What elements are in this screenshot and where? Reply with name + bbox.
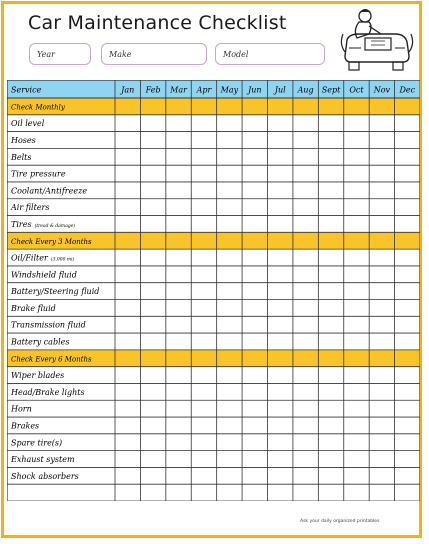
page-title: Car Maintenance Checklist xyxy=(28,12,287,34)
section-label: Check Every 3 Months xyxy=(11,237,92,246)
service-item-label: Brakes xyxy=(11,421,40,431)
service-item-label: Windshield fluid xyxy=(11,270,77,280)
month-header-apr: Apr xyxy=(196,85,212,95)
service-item-label: Air filters xyxy=(11,203,50,213)
model-field[interactable] xyxy=(215,43,325,65)
service-item-label: Oil level xyxy=(11,119,45,129)
month-header-oct: Oct xyxy=(349,85,364,95)
service-item-label: Battery cables xyxy=(11,337,70,347)
service-item-label: Head/Brake lights xyxy=(11,387,85,397)
month-header-aug: Aug xyxy=(297,85,314,95)
month-header-mar: Mar xyxy=(170,85,187,95)
service-item-label: Exhaust system xyxy=(11,455,75,465)
year-field[interactable] xyxy=(29,43,91,65)
make-field[interactable] xyxy=(101,43,207,65)
service-item-label: Coolant/Antifreeze xyxy=(11,186,88,196)
mechanic-car-logo-icon xyxy=(335,4,415,76)
footer-credit: Ask your daily organized printables xyxy=(300,519,380,524)
month-header-sept: Sept xyxy=(321,85,341,95)
section-label: Check Every 6 Months xyxy=(11,355,92,364)
month-header-jan: Jan xyxy=(121,85,135,95)
model-field-label: Model xyxy=(223,50,249,59)
service-item-label: Wiper blades xyxy=(11,371,65,381)
section-label: Check Monthly xyxy=(11,103,65,112)
month-header-jun: Jun xyxy=(248,85,262,95)
make-field-label: Make xyxy=(109,50,132,59)
service-item-label: Tires (tread & damage) xyxy=(11,219,76,229)
service-item-note: (3,000 mi) xyxy=(50,257,75,263)
month-header-nov: Nov xyxy=(373,85,391,95)
service-item-label: Spare tire(s) xyxy=(11,438,63,448)
service-item-label: Transmission fluid xyxy=(11,320,86,330)
service-item-label: Horn xyxy=(11,404,32,414)
month-header-may: May xyxy=(220,85,239,95)
year-field-label: Year xyxy=(37,50,55,59)
service-item-label: Hoses xyxy=(11,136,36,146)
month-header-jul: Jul xyxy=(274,85,286,95)
service-item-label: Oil/Filter (3,000 mi) xyxy=(11,253,75,263)
service-column-header: Service xyxy=(11,85,42,95)
section-row xyxy=(7,98,420,115)
month-header-dec: Dec xyxy=(399,85,416,95)
service-item-label: Brake fluid xyxy=(11,303,56,313)
service-item-note: (tread & damage) xyxy=(34,223,76,229)
month-header-feb: Feb xyxy=(145,85,161,95)
service-item-label: Belts xyxy=(11,152,32,162)
maintenance-table xyxy=(7,80,420,501)
service-item-label: Battery/Steering fluid xyxy=(11,287,100,297)
service-item-label: Tire pressure xyxy=(11,169,66,179)
service-item-label: Shock absorbers xyxy=(11,471,79,481)
